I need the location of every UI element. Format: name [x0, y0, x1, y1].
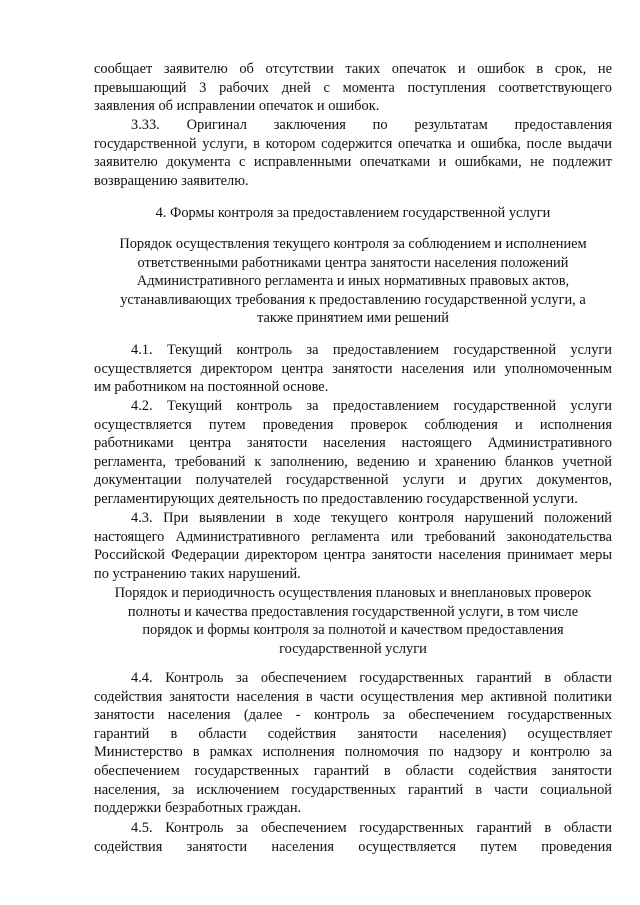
- paragraph-4-4: [94, 669, 612, 818]
- text-line: 4.1. Текущий контроль за предоставлением государственной услуги: [131, 342, 612, 358]
- text-line: поддержки безработных граждан.: [94, 800, 302, 817]
- heading-line: полноты и качества предоставления государственной услуги, в том числе: [127, 603, 579, 620]
- text-line: содействия занятости населения в части осуществления мер активной политики: [94, 688, 612, 705]
- text-line: регламента, требований к заполнению, ведению и хранению бланков учетной: [94, 453, 612, 470]
- text-line: обеспечением государственных гарантий в области содействия занятости: [94, 762, 612, 779]
- text-line: населения, за исключением государственных гарантий в части социальной: [94, 781, 612, 798]
- text-line: по устранению таких нарушений.: [94, 565, 301, 582]
- text-line: им работником на постоянной основе.: [94, 379, 329, 396]
- heading-line: устанавливающих требования к предоставлению государственной услуги, а: [120, 291, 586, 308]
- text-line: Российской Федерации директором центра занятости населения принимает меры: [94, 547, 612, 564]
- text-line: осуществляется директором центра занятости населения или уполномоченным: [94, 360, 612, 377]
- text-line: заявителю документа с исправленными опечатками и ошибками, не подлежит: [94, 154, 612, 171]
- text-line: работниками центра занятости населения настоящего Административного: [94, 435, 612, 452]
- text-line: Министерство в рамках исполнения полномочия по надзору и контролю за: [94, 744, 612, 761]
- heading-line: порядок и формы контроля за полнотой и качеством предоставления: [142, 622, 564, 639]
- paragraph-3-33: [94, 116, 612, 190]
- heading-line: государственной услуги: [279, 640, 427, 657]
- text-line: 4.4. Контроль за обеспечением государственных гарантий в области: [131, 670, 612, 686]
- heading-line: ответственными работниками центра занятости населения положений: [137, 254, 569, 271]
- text-line: заявления об исправлении опечаток и ошибок.: [94, 98, 380, 115]
- text-line: сообщает заявителю об отсутствии таких опечаток и ошибок в срок, не: [94, 61, 612, 77]
- text-line: 4.2. Текущий контроль за предоставлением государственной услуги: [131, 398, 612, 414]
- text-line: 3.33. Оригинал заключения по результатам предоставления: [131, 117, 612, 133]
- section-4-title: 4. Формы контроля за предоставлением государственной услуги: [155, 205, 551, 221]
- paragraph-4-5: [94, 819, 612, 856]
- text-line: документации получателей государственной услуги и других документов,: [94, 472, 612, 489]
- text-line: содействия занятости населения осуществляется путем проведения: [94, 838, 612, 855]
- text-line: гарантий в области содействия занятости населения) осуществляет: [94, 725, 612, 742]
- text-line: 4.5. Контроль за обеспечением государственных гарантий в области: [131, 820, 612, 836]
- section-title: [94, 204, 612, 223]
- subsection-heading-current-control: [94, 235, 612, 328]
- text-line: возвращению заявителю.: [94, 172, 249, 189]
- heading-line: также принятием ими решений: [257, 310, 449, 327]
- text-line: настоящего Административного регламента или требований законодательства: [94, 528, 612, 545]
- text-line: регламентирующих деятельность по предоставлению государственной услуги.: [94, 490, 578, 507]
- heading-line: Порядок осуществления текущего контроля за соблюдением и исполнением: [119, 236, 587, 252]
- paragraph-4-2: [94, 397, 612, 509]
- text-line: государственной услуги, в котором содержится опечатка и ошибка, после выдачи: [94, 135, 612, 152]
- paragraph-continuation: [94, 60, 612, 116]
- text-line: 4.3. При выявлении в ходе текущего контроля нарушений положений: [131, 510, 612, 526]
- heading-line: Порядок и периодичность осуществления плановых и внеплановых проверок: [114, 585, 592, 601]
- heading-line: Административного регламента и иных нормативных правовых актов,: [136, 273, 570, 290]
- subsection-heading-inspections: [94, 584, 612, 658]
- text-line: занятости населения (далее - контроль за обеспечением государственных: [94, 707, 612, 724]
- text-line: превышающий 3 рабочих дней с момента поступления соответствующего: [94, 79, 612, 96]
- text-line: осуществляется путем проведения проверок соблюдения и исполнения: [94, 416, 612, 433]
- paragraph-4-3: [94, 509, 612, 583]
- paragraph-4-1: [94, 341, 612, 397]
